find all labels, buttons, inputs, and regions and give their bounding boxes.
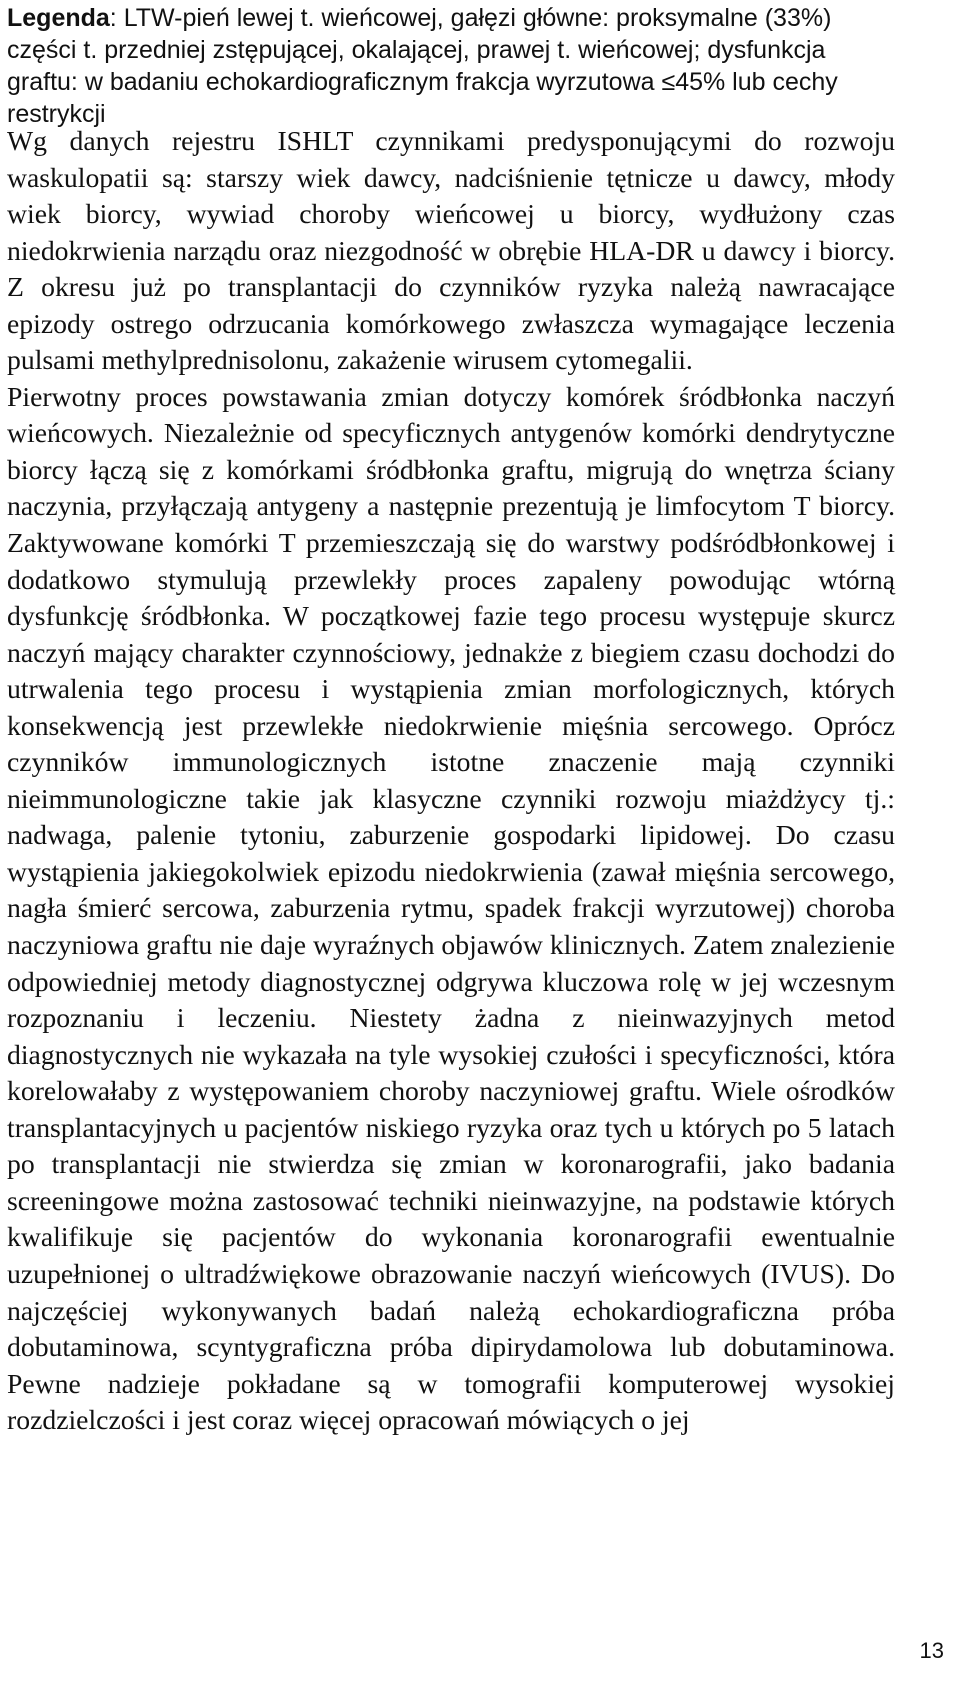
paragraph-risk-factors: Wg danych rejestru ISHLT czynnikami predysponującymi do rozwoju waskulopatii są: starszy wiek dawcy, nadciśnienie tętnicze u dawcy, młody wiek biorcy, wywiad choroby wieńcowej u biorcy, wydłużony czas niedokrwienia narządu oraz niezgodność w obrębie HLA-DR u dawcy i biorcy. Z okresu już po transplantacji do czynników ryzyka należą nawracające epizody ostrego odrzucania komórkowego zwłaszcza wymagające leczenia pulsami methylprednisolonu, zakażenie wirusem cytomegalii. (7, 125, 895, 376)
legend-text: : LTW-pień lewej t. wieńcowej, gałęzi główne: proksymalne (33%) części t. przedniej zstępującej, okalającej, prawej t. wieńcowej; dysfunkcja graftu: w badaniu echokardiograficznym frakcja wyrzutowa ≤45% lub cechy restrykcji (7, 4, 838, 128)
paragraph-pathogenesis: Pierwotny proces powstawania zmian dotyczy komórek śródbłonka naczyń wieńcowych. Niezależnie od specyficznych antygenów komórki dendrytyczne biorcy łączą się z komórkami śródbłonka graftu, migrują do wnętrza ściany naczynia, przyłączają antygeny a następnie prezentują je limfocytom T biorcy. Zaktywowane komórki T przemieszczają się do warstwy podśródbłonkowej i dodatkowo stymulują przewlekły proces zapaleny powodując wtórną dysfunkcję śródbłonka. W początkowej fazie tego procesu występuje skurcz naczyń mający charakter czynnościowy, jednakże z biegiem czasu dochodzi do utrwalenia tego procesu i wystąpienia zmian morfologicznych, których konsekwencją jest przewlekłe niedokrwienie mięśnia sercowego. Oprócz czynników immunologicznych istotne znaczenie mają czynniki nieimmunologiczne takie jak klasyczne czynniki rozwoju miażdżycy tj.: nadwaga, palenie tytoniu, zaburzenie gospodarki lipidowej. Do czasu wystąpienia jakiegokolwiek epizodu niedokrwienia (zawał mięśnia sercowego, nagła śmierć sercowa, zaburzenia rytmu, spadek frakcji wyrzutowej) choroba naczyniowa graftu nie daje wyraźnych objawów klinicznych. Zatem znalezienie odpowiedniej metody diagnostycznej odgrywa kluczowa rolę w jej wczesnym rozpoznaniu i leczeniu. Niestety żadna z nieinwazyjnych metod diagnostycznych nie wykazała na tyle wysokiej czułości i specyficzności, która korelowałaby z występowaniem choroby naczyniowej graftu. Wiele ośrodków transplantacyjnych u pacjentów niskiego ryzyka oraz tych u których po 5 latach po transplantacji nie stwierdza się zmian w koronarografii, jako badania screeningowe można zastosować techniki nieinwazyjne, na podstawie których kwalifikuje się pacjentów do wykonania koronarografii ewentualnie uzupełnionej o ultradźwiękowe obrazowanie naczyń wieńcowych (IVUS). Do najczęściej wykonywanych badań należą echokardiograficzna próba dobutaminowa, scyntygraficzna próba dipirydamolowa lub dobutaminowa. Pewne nadzieje pokładane są w tomografii komputerowej wysokiej rozdzielczości i jest coraz więcej opracowań mówiących o jej (7, 380, 895, 1436)
body-text (7, 123, 895, 1439)
page-number: 13 (919, 1638, 944, 1663)
figure-legend (7, 2, 887, 130)
legend-heading: Legenda (7, 4, 110, 32)
